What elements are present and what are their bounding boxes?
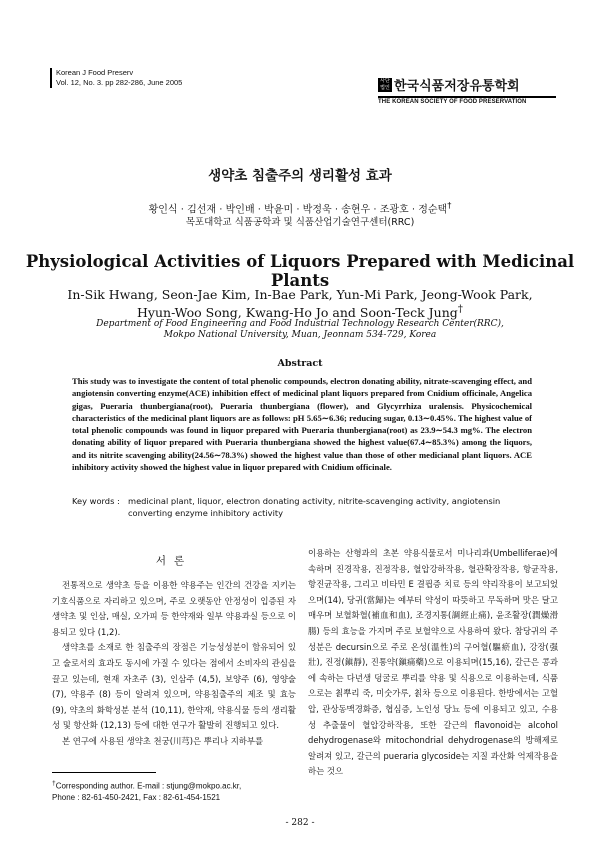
- footnote: [52, 778, 302, 803]
- authors-english: [40, 287, 560, 320]
- journal-name: Korean J Food Preserv: [56, 68, 134, 77]
- intro-paragraph: 전통적으로 생약초 등을 이용한 약용주는 인간의 건강을 지키는 기호식품으로 자리하고 있으며, 주로 오랫동안 안정성이 입증된 자생약초 및 인삼, 매실, 오가피 등 한약재와 일부 약용과실 등으로 이용되고 있다 (1,2).: [52, 580, 296, 637]
- intro-paragraph: 본 연구에 사용된 생약초 천궁(川芎)은 뿌리나 지하부를: [62, 735, 264, 746]
- corresponding-mark: †: [447, 200, 452, 210]
- society-name-kr: 한국식품저장유통학회: [394, 79, 520, 94]
- footnote-line2: Phone : 82-61-450-2421, Fax : 82-61-454-1521: [52, 792, 221, 802]
- authors-english-line1: In-Sik Hwang, Seon-Jae Kim, In-Bae Park, Yun-Mi Park, Jeong-Wook Park,: [67, 287, 533, 302]
- society-name-en: THE KOREAN SOCIETY OF FOOD PRESERVATION: [378, 96, 556, 105]
- journal-volume: Vol. 12, No. 3. pp 282-286, June 2005: [56, 78, 183, 87]
- affiliation-english: [40, 319, 560, 341]
- affiliation-english-line1: Department of Food Engineering and Food Industrial Technology Research Center(RRC),: [96, 319, 504, 329]
- footnote-line1: †Corresponding author. E-mail : stjung@mokpo.ac.kr,: [52, 780, 242, 791]
- keywords-list: medicinal plant, liquor, electron donating activity, nitrite-scavenging activity, angiotensin converting enzyme inhibitory activity: [128, 496, 501, 518]
- society-logo: 사단 법인: [378, 78, 392, 92]
- corresponding-mark-en: †: [457, 303, 463, 315]
- authors-korean-names: 황인식 · 김선재 · 박인배 · 박윤미 · 박정욱 · 송현우 · 조광호 · 정순택: [148, 204, 448, 216]
- abstract-heading: Abstract: [277, 358, 323, 369]
- keywords: [72, 495, 542, 519]
- intro-paragraph: 생약초를 소재로 한 침출주의 장점은 기능성성분이 함유되어 있고 술로서의 효과도 동시에 가질 수 있다는 점에서 소비자의 관심을 끌고 있는데, 현재 자초주 (3), 인삼주 (4,5), 보양주 (6), 영양술 (7), 약용주 (8) 등이 알려져 있으며, 약용침출주의 제조 및 효능 (9), 약초의 화학성분 분석 (10,11), 한약재, 약용식물 등의 생리활성 및 항산화 (12,13) 등에 대한 연구가 활발히 진행되고 있다.: [52, 642, 296, 731]
- keywords-label: Key words :: [72, 496, 120, 506]
- intro-paragraph: 이용하는 산형과의 초본 약용식물로서 미나리과(Umbelliferae)에 속하며 진경작용, 진정작용, 혈압강하작용, 혈관확장작용, 항균작용, 항진균작용, 그리고 비타민 E 결핍증 치료 등의 약리작용이 보고되었으며(14), 당귀(當歸)는 예부터 약성이 따뜻하고 무독하며 맛은 달고 매우며 보혈화혈(補血和血), 조경지통(調經止痛), 윤조활장(潤燥滑腸) 등의 효능을 가지며 주로 보혈약으로 사용하여 왔다. 참당귀의 주성분은 decursin으로 주로 온성(溫性)의 구어혈(驅瘀血), 강장(强壯), 진정(鎭靜), 진통약(鎭痛藥)으로 이용되며(15,16), 갈근은 콩과에 속하는 다년생 덩굴로 뿌리를 약용 및 식용으로 이용하는데, 식품으로는 칡뿌리 죽, 미숫가루, 칡차 등으로 이용된다. 한방에서는 고혈압, 관상동맥경화증, 협심증, 노인성 당뇨 등에 이용되고 있고, 수용성 추출물이 혈압강하작용, 또한 갈근의 flavonoid는 alcohol dehydrogenase와 mitochondrial dehydrogenase의 방해제로 알려져 있고, 갈근의 pueraria glycoside는 지질 과산화 억제작용을 하는 것으: [308, 548, 558, 777]
- section-title-introduction: 서론: [155, 555, 193, 567]
- title-korean: 생약초 침출주의 생리활성 효과: [208, 168, 392, 184]
- title-english: Physiological Activities of Liquors Prepared with Medicinal Plants: [25, 252, 575, 290]
- intro-column-right: [308, 546, 558, 780]
- society-header: [378, 74, 556, 105]
- footnote-divider: [52, 772, 156, 773]
- authors-english-line2: Hyun-Woo Song, Kwang-Ho Jo and Soon-Teck Jung†: [137, 303, 463, 321]
- page-number: - 282 -: [285, 818, 315, 828]
- journal-citation: [50, 68, 182, 88]
- affiliation-english-line2: Mokpo National University, Muan, Jeonnam 534-729, Korea: [163, 330, 437, 340]
- affiliation-korean: 목포대학교 식품공학과 및 식품산업기술연구센터(RRC): [185, 217, 415, 228]
- intro-column-left: [52, 578, 296, 750]
- abstract-text: This study was to investigate the content of total phenolic compounds, electron donating ability, nitrate-scavenging effect, and angiotensin converting enzyme(ACE) inhibition effect of medicinal plant liquors prepared from Cnidium officinale, Angelica gigas, Pueraria thunbergiana(root), Pueraria thunbergiana (flower), and Glycyrrhiza uralensis. Physicochemical characteristics of the medicinal plant liquors are as follows: pH 5.65∼6.36; reducing sugar, 0.13∼0.45%. The highest value of total phenolic compounds was found in liquor prepared with Pueraria thunbergiana(root) as 23.9∼54.3 mg%. The electron donating ability of liquor prepared with Pueraria thunbergiana showed the highest value(67.4∼85.3%) among the liquors, and its nitrite scavenging ability(24.56∼78.3%) showed the highest value than those of other medicianal plant liquors. ACE inhibitory activity showed the highest value in liquor prepared with Cnidium officinale.: [72, 376, 532, 473]
